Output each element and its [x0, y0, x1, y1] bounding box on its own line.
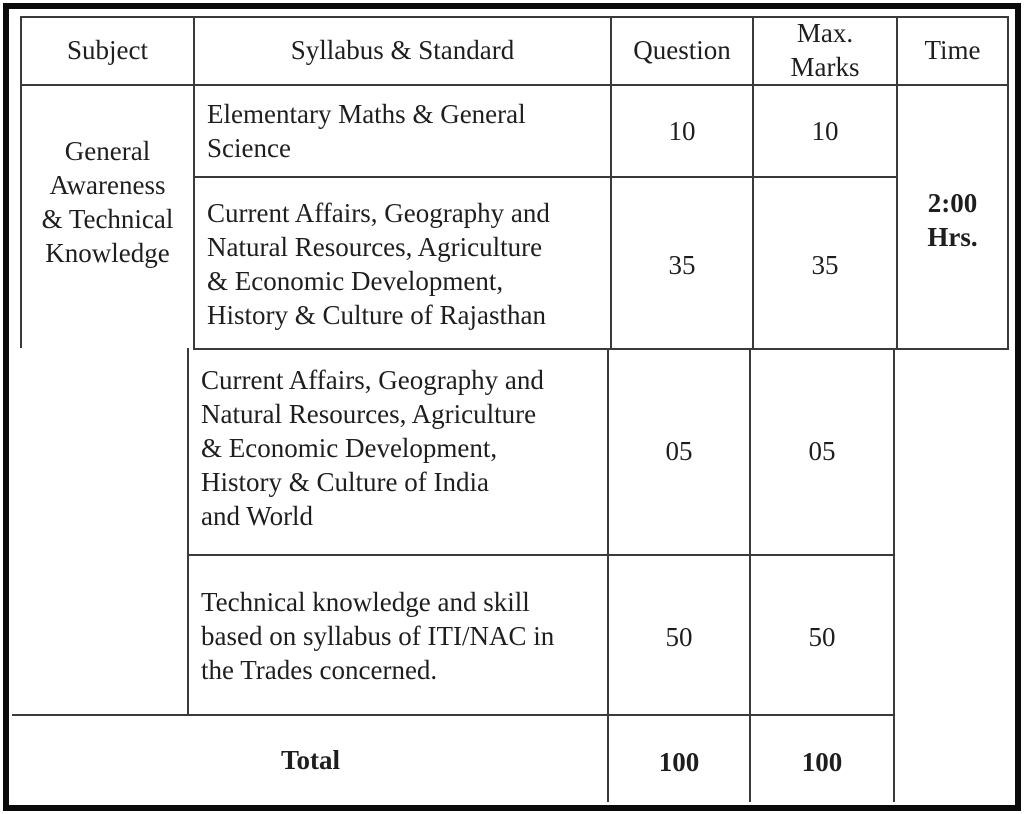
rule-col-right: [1007, 16, 1009, 348]
header-time: Time: [924, 35, 981, 65]
row3-syllabus: [201, 363, 593, 533]
syllabus-line: Current Affairs, Geography and: [207, 198, 550, 228]
syllabus-line: & Economic Development,: [207, 266, 504, 296]
rule-header-bottom: [20, 84, 1009, 86]
syllabus-line: Natural Resources, Agriculture: [207, 232, 543, 262]
header-question: Question: [633, 35, 731, 65]
header-max-marks-line2: Marks: [790, 52, 860, 82]
row2-marks: 35: [811, 250, 839, 280]
header-subject: Subject: [67, 35, 148, 65]
syllabus-line: Current Affairs, Geography and: [201, 365, 544, 395]
total-label: Total: [280, 745, 341, 775]
syllabus-line: History & Culture of Rajasthan: [207, 300, 546, 330]
time-cell: [898, 186, 1007, 254]
syllabus-line: Technical knowledge and skill: [201, 587, 530, 617]
header-syllabus: Syllabus & Standard: [290, 35, 515, 65]
syllabus-line: and World: [201, 501, 314, 531]
rule-col-marks-lower: [893, 348, 895, 802]
row4-question: 50: [665, 622, 693, 652]
time-line2: Hrs.: [927, 222, 978, 252]
subject-line: General: [64, 136, 151, 166]
row1-marks: 10: [811, 116, 839, 146]
row1-syllabus: [207, 97, 602, 165]
subject-line: & Technical: [41, 204, 174, 234]
rule-row3-bottom: [187, 554, 895, 556]
subject-cell: [22, 134, 193, 270]
rule-total-top: [12, 714, 895, 716]
syllabus-line: & Economic Development,: [201, 433, 498, 463]
row4-syllabus: [201, 585, 593, 687]
row1-question: 10: [668, 116, 696, 146]
subject-line: Knowledge: [45, 238, 170, 268]
rule-col-syllabus-lower: [607, 348, 609, 802]
rule-col-question-lower: [749, 348, 751, 802]
syllabus-line: Science: [207, 133, 291, 163]
row3-marks: 05: [808, 436, 836, 466]
header-max-marks: [754, 16, 896, 84]
syllabus-line: the Trades concerned.: [201, 655, 438, 685]
syllabus-line: based on syllabus of ITI/NAC in: [201, 621, 555, 651]
time-line1: 2:00: [927, 188, 978, 218]
syllabus-line: History & Culture of India: [201, 467, 489, 497]
header-max-marks-line1: Max.: [796, 18, 854, 48]
total-question: 100: [658, 747, 700, 777]
row2-syllabus: [207, 196, 602, 332]
subject-line: Awareness: [49, 170, 166, 200]
row2-question: 35: [668, 250, 696, 280]
syllabus-line: Elementary Maths & General: [207, 99, 526, 129]
row4-marks: 50: [808, 622, 836, 652]
row3-question: 05: [665, 436, 693, 466]
rule-col-subject-lower: [187, 348, 189, 716]
syllabus-line: Natural Resources, Agriculture: [201, 399, 537, 429]
total-marks: 100: [801, 747, 843, 777]
rule-section-break: [193, 348, 1009, 350]
rule-row1-bottom: [193, 176, 896, 178]
